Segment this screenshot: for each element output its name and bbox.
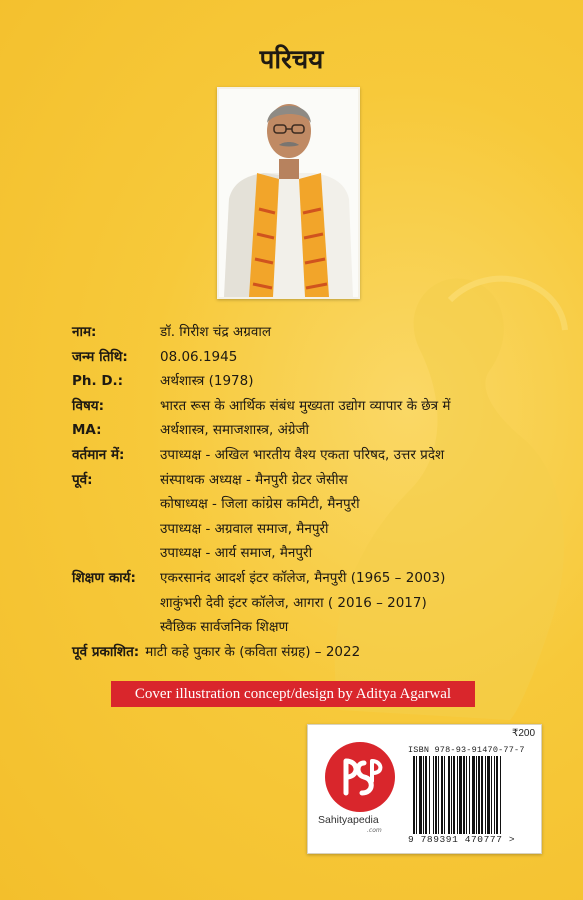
biography-label: विषय:: [72, 397, 105, 414]
biography-row: [72, 369, 572, 394]
biography-value: शाकुंभरी देवी इंटर कॉलेज, आगरा ( 2016 – 2017): [160, 594, 427, 611]
biography-row: [72, 517, 572, 542]
biography-value: भारत रूस के आर्थिक संबंध मुख्यता उद्योग व्यापार के छेत्र में: [160, 397, 451, 414]
biography-row: [72, 418, 572, 443]
biography-label: MA:: [72, 422, 102, 439]
biography-label: वर्तमान में:: [72, 446, 125, 463]
biography-row: [72, 541, 572, 566]
biography-list: [72, 320, 572, 664]
cover-credit-banner: Cover illustration concept/design by Aditya Agarwal: [111, 681, 475, 707]
sahityapedia-logo-icon: [324, 741, 396, 813]
biography-row: [72, 468, 572, 493]
biography-row: [72, 566, 572, 591]
biography-value: अर्थशास्त्र (1978): [160, 373, 254, 390]
isbn-barcode: [412, 756, 534, 834]
biography-value: संस्पाथक अध्यक्ष - मैनपुरी ग्रेटर जेसीस: [160, 471, 348, 488]
biography-label: शिक्षण कार्य:: [72, 569, 136, 586]
biography-label: पूर्व:: [72, 471, 93, 488]
biography-value: कोषाध्यक्ष - जिला कांग्रेस कमिटी, मैनपुरी: [160, 496, 360, 513]
biography-value: उपाध्यक्ष - अखिल भारतीय वैश्य एकता परिषद, उत्तर प्रदेश: [160, 446, 445, 463]
biography-value: स्वैछिक सार्वजनिक शिक्षण: [160, 619, 289, 636]
isbn-text: ISBN 978-93-91470-77-7: [408, 745, 525, 755]
biography-value: उपाध्यक्ष - आर्य समाज, मैनपुरी: [160, 545, 313, 562]
biography-label: Ph. D.:: [72, 373, 124, 390]
biography-label: [72, 591, 160, 616]
biography-label: [72, 615, 160, 640]
biography-row: [72, 640, 572, 665]
biography-row: [72, 394, 572, 419]
biography-label: [72, 517, 160, 542]
price-label: ₹200: [511, 728, 535, 739]
barcode-number: 9 789391 470777 >: [408, 834, 516, 845]
biography-label: नाम:: [72, 324, 97, 340]
publisher-box: [307, 724, 542, 854]
biography-value: माटी कहे पुकार के (कविता संग्रह) – 2022: [145, 643, 361, 660]
biography-label: जन्म तिथि:: [72, 348, 128, 365]
biography-row: [72, 492, 572, 517]
biography-row: [72, 320, 572, 345]
biography-row: [72, 345, 572, 370]
biography-value: एकरसानंद आदर्श इंटर कॉलेज, मैनपुरी (1965 – 2003): [160, 569, 446, 586]
biography-row: [72, 615, 572, 640]
biography-value: 08.06.1945: [160, 348, 238, 365]
biography-label: [72, 541, 160, 566]
publisher-domain: .com: [367, 827, 382, 834]
page-title: परिचय: [259, 45, 324, 75]
publisher-name: Sahityapedia: [318, 814, 379, 826]
biography-label: पूर्व प्रकाशित:: [72, 643, 140, 660]
biography-value: डॉ. गिरीश चंद्र अग्रवाल: [160, 324, 272, 340]
biography-value: अर्थशास्त्र, समाजशास्त्र, अंग्रेजी: [160, 422, 310, 439]
biography-row: [72, 591, 572, 616]
biography-label: [72, 492, 160, 517]
biography-value: उपाध्यक्ष - अग्रवाल समाज, मैनपुरी: [160, 520, 329, 537]
author-photo: [217, 87, 360, 299]
biography-row: [72, 443, 572, 468]
